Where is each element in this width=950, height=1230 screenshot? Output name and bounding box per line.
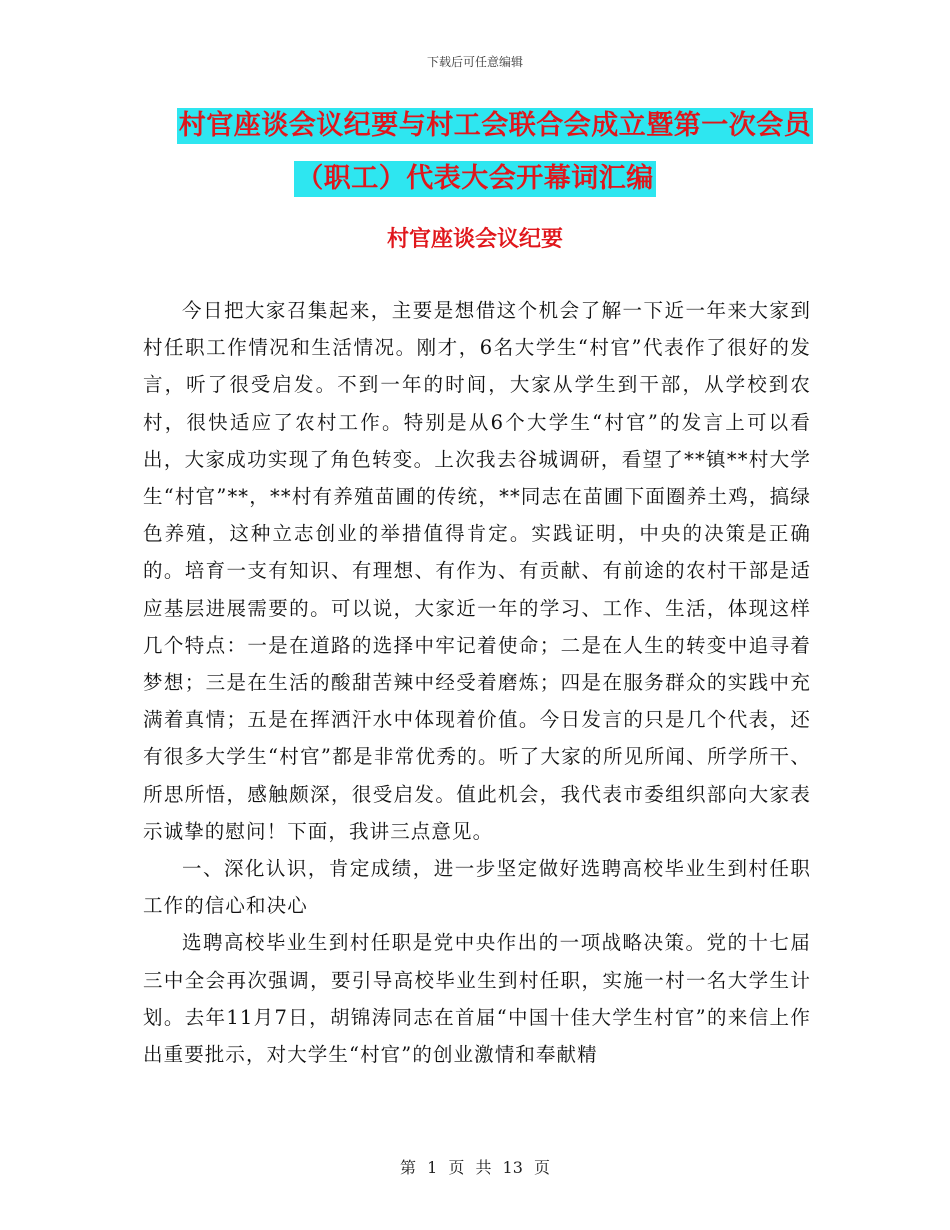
header-note: 下载后可任意编辑 bbox=[426, 55, 523, 69]
body-text bbox=[143, 292, 811, 1073]
page-indicator: 第 1 页 共 13 页 bbox=[400, 1158, 550, 1177]
paragraph: 选聘高校毕业生到村任职是党中央作出的一项战略决策。党的十七届三中全会再次强调，要引导高校毕业生到村任职，实施一村一名大学生计划。去年11月7日，胡锦涛同志在首届“中国十佳大学生村官”的来信上作出重要批示，对大学生“村官”的创业激情和奉献精 bbox=[143, 931, 811, 1067]
section-title: 村官座谈会议纪要 bbox=[386, 226, 563, 252]
title-line-1: 村官座谈会议纪要与村工会联合会成立暨第一次会员 bbox=[177, 108, 814, 144]
paragraph: 今日把大家召集起来，主要是想借这个机会了解一下近一年来大家到村任职工作情况和生活情况。刚才，6名大学生“村官”代表作了很好的发言，听了很受启发。不到一年的时间，大家从学生到干部，从学校到农村，很快适应了农村工作。特别是从6个大学生“村官”的发言上可以看出，大家成功实现了角色转变。上次我去谷城调研，看望了**镇**村大学生“村官”**，**村有养殖苗圃的传统，**同志在苗圃下面圈养土鸡，搞绿色养殖，这种立志创业的举措值得肯定。实践证明，中央的决策是正确的。培育一支有知识、有理想、有作为、有贡献、有前途的农村干部是适应基层进展需要的。可以说，大家近一年的学习、工作、生活，体现这样几个特点：一是在道路的选择中牢记着使命；二是在人生的转变中追寻着梦想；三是在生活的酸甜苦辣中经受着磨炼；四是在服务群众的实践中充满着真情；五是在挥洒汗水中体现着价值。今日发言的只是几个代表，还有很多大学生“村官”都是非常优秀的。听了大家的所见所闻、所学所干、所思所悟，感触颇深，很受启发。值此机会，我代表市委组织部向大家表示诚挚的慰问！下面，我讲三点意见。 bbox=[143, 299, 811, 843]
title-line-2: （职工）代表大会开幕词汇编 bbox=[294, 161, 656, 197]
paragraph: 一、深化认识，肯定成绩，进一步坚定做好选聘高校毕业生到村任职工作的信心和决心 bbox=[143, 857, 811, 918]
document-title bbox=[0, 108, 950, 197]
